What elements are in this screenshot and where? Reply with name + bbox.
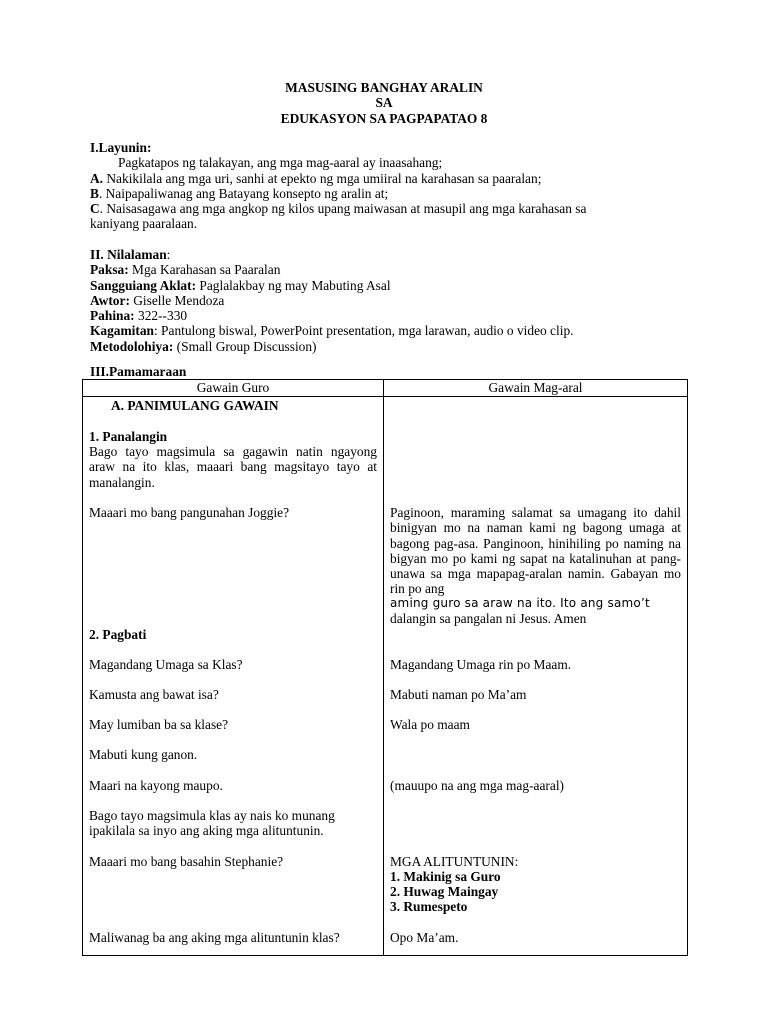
objective-letter: C	[90, 201, 100, 217]
rule-item: 1. Makinig sa Guro	[390, 869, 501, 884]
teacher-line: Maari na kayong maupo.	[89, 778, 223, 793]
nilalaman-heading-colon: :	[166, 247, 171, 262]
student-line: Mabuti naman po Ma’am	[390, 687, 527, 702]
procedure-table	[82, 379, 688, 956]
pamamaraan-section	[90, 364, 690, 379]
objective-text: Nakikilala ang mga uri, sanhi at epekto ng mga umiiral na karahasan sa paaralan;	[103, 170, 542, 186]
content-value: : Pantulong biswal, PowerPoint presentation, mga larawan, audio o video clip.	[153, 323, 574, 339]
objective-a	[90, 171, 690, 186]
title-line-3: EDUKASYON SA PAGPAPATAO 8	[280, 110, 488, 126]
objective-letter: A.	[90, 170, 104, 186]
panalangin-text: Bago tayo magsimula sa gagawin natin ngayong araw na ito klas, maaari bang magsitayo tayo at manalangin.	[89, 444, 377, 490]
objective-text: . Naisasagawa ang mga angkop ng kilos upang maiwasan at masupil ang mga karahasan sa	[99, 201, 587, 217]
student-line: Opo Ma’am.	[390, 930, 459, 945]
student-line: Wala po maam	[390, 717, 470, 732]
content-value: (Small Group Discussion)	[173, 338, 317, 354]
pamamaraan-heading: III.Pamamaraan	[90, 364, 187, 379]
table-row	[83, 397, 688, 956]
content-row-pahina	[90, 308, 690, 323]
objective-b	[90, 186, 690, 201]
content-value: Mga Karahasan sa Paaralan	[128, 262, 281, 278]
objective-letter: B	[90, 185, 99, 201]
nilalaman-heading-text: II. Nilalaman	[90, 247, 167, 262]
objective-text: . Naipapaliwanag ang Batayang konsepto ng aralin at;	[98, 185, 389, 201]
content-value: Giselle Mendoza	[129, 292, 225, 308]
student-column	[384, 397, 688, 956]
teacher-line: Maliwanag ba ang aking mga alituntunin klas?	[89, 930, 340, 945]
content-label: Paksa:	[90, 262, 129, 278]
teacher-line: Magandang Umaga sa Klas?	[89, 657, 243, 672]
table-header-row	[83, 380, 688, 397]
content-row-awtor	[90, 293, 690, 308]
teacher-line: Kamusta ang bawat isa?	[89, 687, 219, 702]
teacher-line: Bago tayo magsimula klas ay nais ko munang ipakilala sa inyo ang aking mga alituntunin.	[89, 808, 335, 839]
objective-c-continued	[90, 216, 690, 231]
column-header-magaral: Gawain Mag-aral	[384, 380, 688, 397]
teacher-line: May lumiban ba sa klase?	[89, 717, 229, 732]
content-label: Pahina:	[90, 308, 135, 324]
objective-c	[90, 201, 690, 216]
teacher-line: Maaari mo bang basahin Stephanie?	[89, 854, 284, 869]
content-value: Paglalakbay ng may Mabuting Asal	[196, 277, 391, 293]
nilalaman-heading	[90, 247, 690, 262]
content-row-metodolohiya	[90, 339, 690, 354]
objective-text: kaniyang paaralaan.	[90, 216, 198, 232]
nilalaman-section	[90, 247, 690, 354]
content-row-kagamitan	[90, 323, 690, 338]
rule-item: 2. Huwag Maingay	[390, 884, 499, 899]
content-label: Kagamitan	[90, 323, 154, 339]
content-label: Metodolohiya:	[90, 338, 174, 354]
content-row-paksa	[90, 262, 690, 277]
student-line: (mauupo na ang mga mag-aaral)	[390, 778, 564, 793]
column-header-guro: Gawain Guro	[83, 380, 384, 397]
rules-heading: MGA ALITUNTUNIN:	[390, 854, 519, 869]
document-title	[0, 80, 768, 126]
prayer-text-continued: aming guro sa araw na ito. Ito ang samo’t	[390, 596, 650, 610]
content-label: Awtor:	[90, 292, 130, 308]
content-label: Sangguiang Aklat:	[90, 277, 197, 293]
layunin-intro: Pagkatapos ng talakayan, ang mga mag-aaral ay inaasahang;	[118, 155, 443, 171]
student-line: Magandang Umaga rin po Maam.	[390, 657, 572, 672]
teacher-column	[83, 397, 384, 956]
prayer-text-end: dalangin sa pangalan ni Jesus. Amen	[390, 611, 587, 626]
prayer-text: Paginoon, maraming salamat sa umagang ito dahil binigyan mo na naman kami ng bagong umaga at bagong pag-asa. Panginoon, hinihiling po naming na bigyan mo po kami ng sapat na katalinuhan at pang-unawa sa mga mapapag-aralan namin. Gabayan mo rin po ang	[390, 505, 681, 597]
pagbati-heading: 2. Pagbati	[89, 627, 147, 642]
content-row-sanggunian	[90, 278, 690, 293]
content-value: 322--330	[134, 308, 188, 324]
layunin-heading: I.Layunin:	[90, 140, 152, 155]
ask-joggie: Maaari mo bang pangunahan Joggie?	[89, 505, 290, 520]
teacher-line: Mabuti kung ganon.	[89, 747, 198, 762]
title-line-2: SA	[375, 95, 393, 111]
layunin-section	[90, 140, 690, 232]
title-line-1: MASUSING BANGHAY ARALIN	[285, 80, 483, 95]
rule-item: 3. Rumespeto	[390, 899, 468, 914]
panalangin-heading: 1. Panalangin	[89, 429, 168, 444]
section-a-heading: A. PANIMULANG GAWAIN	[111, 398, 279, 413]
